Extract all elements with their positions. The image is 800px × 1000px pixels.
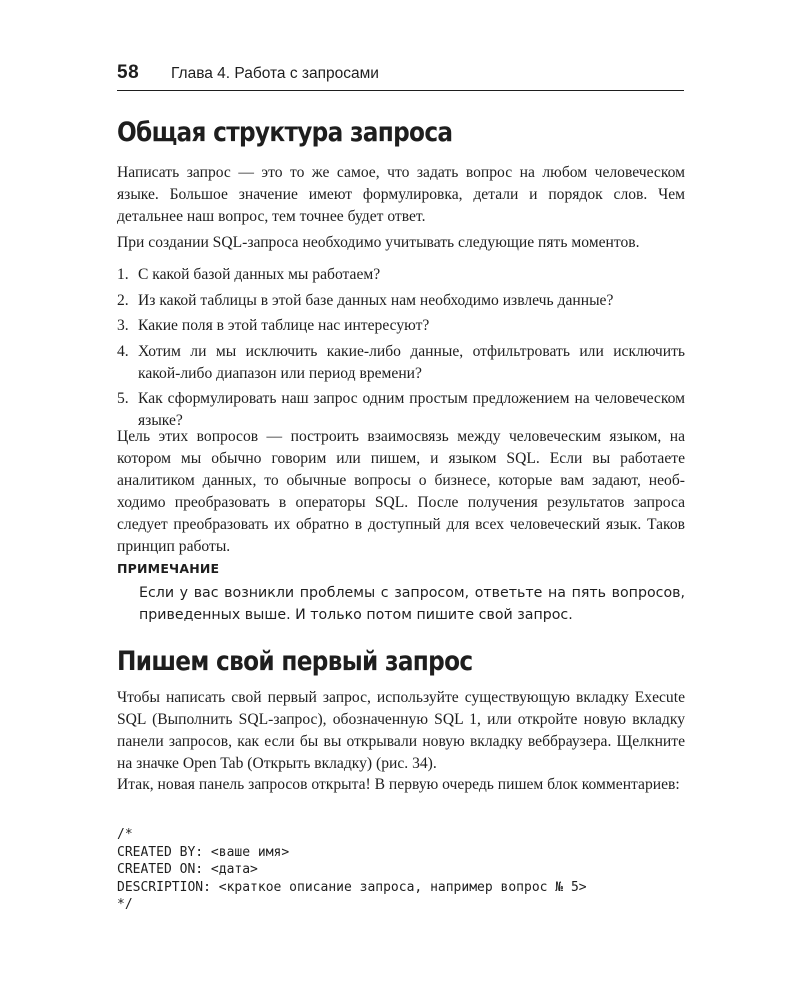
intro-paragraph: Написать запрос — это то же самое, что задать вопрос на любом человеческом языке. Большое значение имеют формулировка, детали и порядок слов. Чем детальнее наш вопрос, тем точнее будет ответ. bbox=[117, 164, 685, 225]
page-number: 58 bbox=[117, 62, 140, 83]
list-item: 3. Какие поля в этой таблице нас интересуют? bbox=[117, 317, 430, 334]
list-lead-paragraph: При создании SQL-запроса необходимо учитывать следующие пять моментов. bbox=[117, 234, 640, 251]
chapter-title: Глава 4. Работа с запросами bbox=[171, 65, 379, 82]
first-query-paragraph: Чтобы написать свой первый запрос, используйте существующую вкладку Execute SQL (Выполнить SQL-запрос), обозначенную SQL 1, или откройте новую вкладку панели запросов, как если бы вы открывали новую вкладку веббраузера. Щелкните на значке Open Tab (Открыть вкладку) (рис. 34). bbox=[117, 689, 685, 772]
running-header bbox=[117, 60, 684, 91]
comment-block-paragraph: Итак, новая панель запросов открыта! В первую очередь пишем блок комментариев: bbox=[117, 776, 680, 793]
question-list bbox=[117, 264, 685, 436]
list-item: 4. Хотим ли мы исключить какие-либо данные, отфильтровать или исключить какой-либо диапазон или период времени? bbox=[117, 342, 685, 382]
list-item: 2. Из какой таблицы в этой базе данных нам необходимо извлечь данные? bbox=[117, 291, 614, 309]
list-item: 1. С какой базой данных мы работаем? bbox=[117, 266, 381, 283]
section-heading-first-query: Пишем свой первый запрос bbox=[117, 646, 473, 677]
note-title: ПРИМЕЧАНИЕ bbox=[117, 561, 220, 576]
sql-comment-code: /* CREATED BY: <ваше имя> CREATED ON: <дата> DESCRIPTION: <краткое описание запроса, например вопрос № 5> */ bbox=[117, 827, 587, 912]
note-body: Если у вас возникли проблемы с запросом, ответьте на пять вопросов, приведенных выше. И только потом пишите свой запрос. bbox=[139, 585, 685, 623]
purpose-paragraph: Цель этих вопросов — построить взаимосвязь между человеческим языком, на котором мы обычно говорим или пишем, и языком SQL. Если вы работаете аналитиком данных, то обычные вопросы о бизнесе, которые вам задают, необходимо преобразовать в операторы SQL. После получения результатов запроса следует преобразовать их обратно в доступный для всех человеческий язык. Таков принцип работы. bbox=[117, 428, 685, 555]
list-item: 5. Как сформулировать наш запрос одним простым предложением на человеческом языке? bbox=[117, 390, 685, 429]
section-heading-query-structure: Общая структура запроса bbox=[117, 117, 453, 148]
